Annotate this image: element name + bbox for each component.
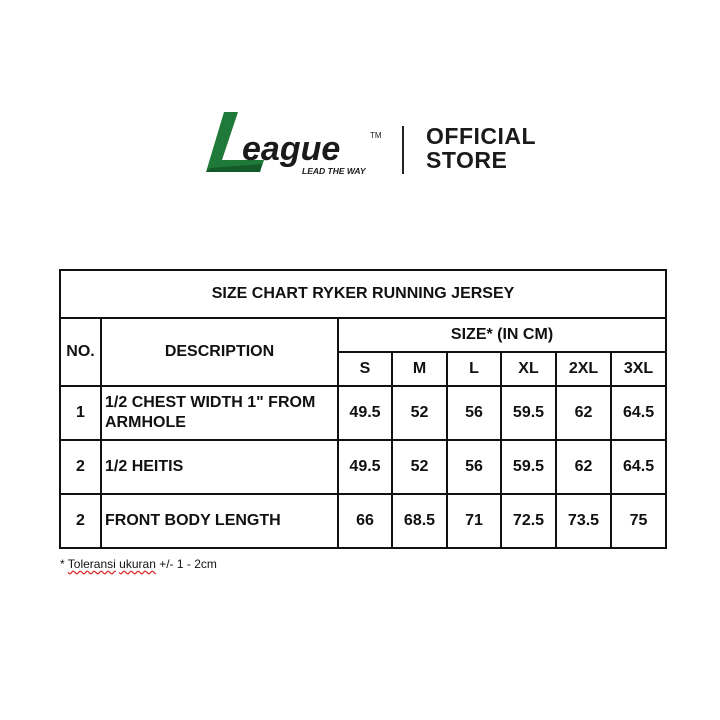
note-word-2: ukuran <box>119 557 156 571</box>
size-label: 2XL <box>556 352 611 386</box>
logo-tagline: LEAD THE WAY <box>302 166 366 176</box>
header-description: DESCRIPTION <box>101 318 338 386</box>
league-logo <box>204 108 394 180</box>
store-line-2: STORE <box>426 147 508 173</box>
tolerance-note <box>60 557 217 571</box>
row-description: FRONT BODY LENGTH <box>101 494 338 548</box>
row-no: 1 <box>60 386 101 440</box>
row-description: 1/2 HEITIS <box>101 440 338 494</box>
row-value: 52 <box>392 386 447 440</box>
row-value: 64.5 <box>611 440 666 494</box>
row-value: 52 <box>392 440 447 494</box>
row-no: 2 <box>60 440 101 494</box>
row-value: 71 <box>447 494 501 548</box>
row-value: 68.5 <box>392 494 447 548</box>
row-value: 73.5 <box>556 494 611 548</box>
logo-wordmark: eague <box>242 130 341 168</box>
header-size: SIZE* (IN CM) <box>338 318 666 352</box>
header-divider <box>402 126 404 174</box>
table-title: SIZE CHART RYKER RUNNING JERSEY <box>60 270 666 318</box>
row-value: 49.5 <box>338 386 392 440</box>
official-store-label <box>426 124 536 172</box>
row-value: 59.5 <box>501 440 556 494</box>
row-value: 75 <box>611 494 666 548</box>
row-value: 72.5 <box>501 494 556 548</box>
row-value: 64.5 <box>611 386 666 440</box>
header-no: NO. <box>60 318 101 386</box>
table-row <box>60 494 666 548</box>
table-row <box>60 440 666 494</box>
row-no: 2 <box>60 494 101 548</box>
row-description: 1/2 CHEST WIDTH 1" FROM ARMHOLE <box>101 386 338 440</box>
note-word-1: Toleransi <box>67 557 116 571</box>
row-value: 62 <box>556 440 611 494</box>
row-value: 59.5 <box>501 386 556 440</box>
table-row <box>60 386 666 440</box>
brand-header <box>204 108 544 180</box>
size-label: L <box>447 352 501 386</box>
row-value: 49.5 <box>338 440 392 494</box>
size-chart-table <box>59 269 667 549</box>
store-line-1: OFFICIAL <box>426 123 537 149</box>
note-suffix: +/- 1 - 2cm <box>155 557 217 571</box>
row-value: 62 <box>556 386 611 440</box>
logo-trademark: TM <box>370 131 382 140</box>
size-label: S <box>338 352 392 386</box>
note-prefix: * <box>60 557 68 571</box>
row-value: 56 <box>447 386 501 440</box>
row-value: 56 <box>447 440 501 494</box>
size-label: M <box>392 352 447 386</box>
size-label: XL <box>501 352 556 386</box>
row-value: 66 <box>338 494 392 548</box>
size-label: 3XL <box>611 352 666 386</box>
